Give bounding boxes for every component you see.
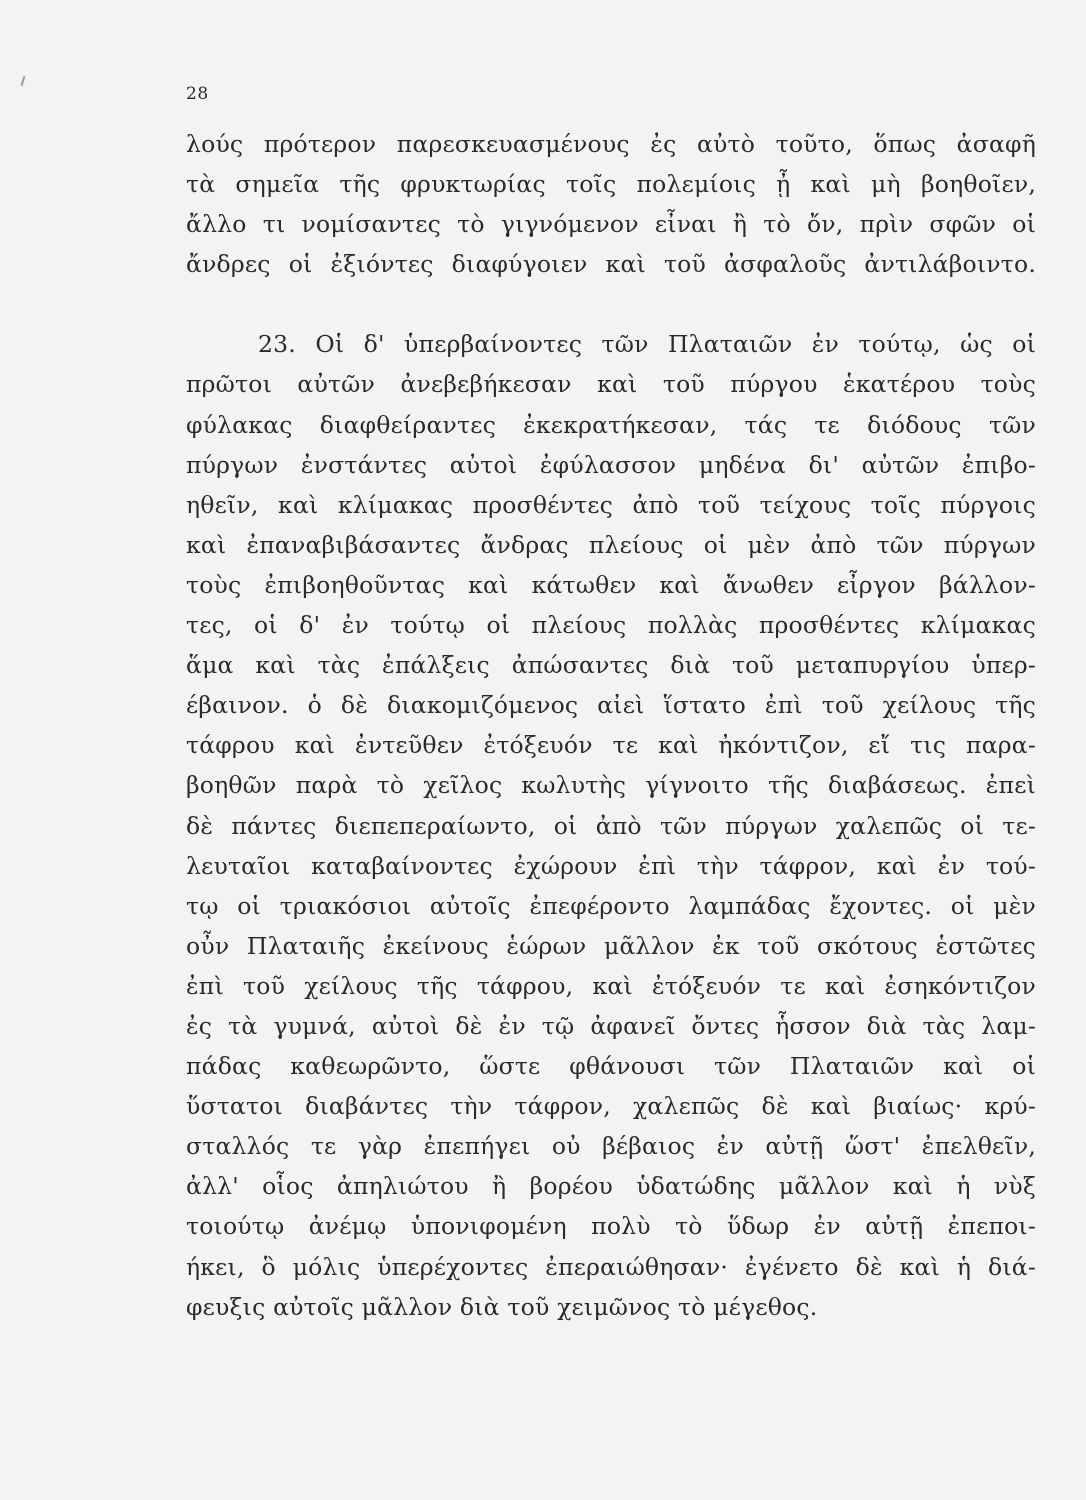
text-line: έβαινον. ὁ δὲ διακομιζόμενος αἰεὶ ἵστατο ἐπὶ τοῦ χείλους τῆς <box>186 691 1036 720</box>
text-line: καὶ ἐπαναβιβάσαντες ἄνδρας πλείους οἱ μὲν ἀπὸ τῶν πύργων <box>186 530 1036 559</box>
text-line: δὲ πάντες διεπεπεραίωντο, οἱ ἀπὸ τῶν πύργων χαλεπῶς οἱ τε- <box>186 811 1036 840</box>
text-line: ήκει, ὃ μόλις ὑπερέχοντες ἐπεραιώθησαν· ἐγένετο δὲ καὶ ἡ διά- <box>186 1252 1036 1281</box>
text-line: ἐς τὰ γυμνά, αὐτοὶ δὲ ἐν τῷ ἀφανεῖ ὄντες ἧσσον διὰ τὰς λαμ- <box>186 1011 1036 1040</box>
text-line: τες, οἱ δ' ἐν τούτῳ οἱ πλείους πολλὰς προσθέντες κλίμακας <box>186 611 1036 640</box>
text-line: τάφρου καὶ ἐντεῦθεν ἐτόξευόν τε καὶ ἠκόντιζον, εἴ τις παρα- <box>186 731 1036 760</box>
text-line: τῳ οἱ τριακόσιοι αὐτοῖς ἐπεφέροντο λαμπάδας ἔχοντες. οἱ μὲν <box>186 891 1036 920</box>
page-text <box>186 124 1036 1327</box>
text-line: τοὺς ἐπιβοηθοῦντας καὶ κάτωθεν καὶ ἄνωθεν εἶργον βάλλον- <box>186 570 1036 599</box>
text-line: τὰ σημεῖα τῆς φρυκτωρίας τοῖς πολεμίοις ᾖ καὶ μὴ βοηθοῖεν, <box>186 170 1036 199</box>
paragraph-1 <box>186 124 1036 284</box>
text-line: φύλακας διαφθείραντες ἐκεκρατήκεσαν, τάς τε διόδους τῶν <box>186 410 1036 439</box>
page-number: 28 <box>186 84 209 104</box>
text-line: ὕστατοι διαβάντες τὴν τάφρον, χαλεπῶς δὲ καὶ βιαίως· κρύ- <box>186 1092 1036 1121</box>
text-line: 23. Οἱ δ' ὑπερβαίνοντες τῶν Πλαταιῶν ἐν τούτῳ, ὡς οἱ <box>258 330 1036 359</box>
text-line: λευταῖοι καταβαίνοντες ἐχώρουν ἐπὶ τὴν τάφρον, καὶ ἐν τού- <box>186 851 1036 880</box>
text-line: βοηθῶν παρὰ τὸ χεῖλος κωλυτὴς γίγνοιτο τῆς διαβάσεως. ἐπεὶ <box>186 771 1036 800</box>
text-line: ἅμα καὶ τὰς ἐπάλξεις ἀπώσαντες διὰ τοῦ μεταπυργίου ὑπερ- <box>186 651 1036 680</box>
text-line: πύργων ἐνστάντες αὐτοὶ ἐφύλασσον μηδένα δι' αὐτῶν ἐπιβο- <box>186 450 1036 479</box>
text-line: οὖν Πλαταιῆς ἐκείνους ἑώρων μᾶλλον ἐκ τοῦ σκότους ἑστῶτες <box>186 931 1036 960</box>
text-line: ἀλλ' οἷος ἀπηλιώτου ἢ βορέου ὑδατώδης μᾶλλον καὶ ἡ νὺξ <box>186 1172 1036 1201</box>
text-line: ἄλλο τι νομίσαντες τὸ γιγνόμενον εἶναι ἢ τὸ ὄν, πρὶν σφῶν οἱ <box>186 210 1036 239</box>
text-line: ἄνδρες οἱ ἐξιόντες διαφύγοιεν καὶ τοῦ ἀσφαλοῦς ἀντιλάβοιντο. <box>186 250 1036 279</box>
text-line: πάδας καθεωρῶντο, ὥστε φθάνουσι τῶν Πλαταιῶν καὶ οἱ <box>186 1052 1036 1081</box>
text-line: σταλλός τε γὰρ ἐπεπήγει οὐ βέβαιος ἐν αὐτῇ ὥστ' ἐπελθεῖν, <box>186 1132 1036 1161</box>
text-line: φευξις αὐτοῖς μᾶλλον διὰ τοῦ χειμῶνος τὸ μέγεθος. <box>186 1292 818 1321</box>
text-line: ἐπὶ τοῦ χείλους τῆς τάφρου, καὶ ἐτόξευόν τε καὶ ἐσηκόντιζον <box>186 971 1036 1000</box>
text-line: πρῶτοι αὐτῶν ἀνεβεβήκεσαν καὶ τοῦ πύργου ἑκατέρου τοὺς <box>186 370 1036 399</box>
text-line: τοιούτῳ ἀνέμῳ ὑπονιφομένη πολὺ τὸ ὕδωρ ἐν αὐτῇ ἐπεποι- <box>186 1212 1036 1241</box>
text-line: ηθεῖν, καὶ κλίμακας προσθέντες ἀπὸ τοῦ τείχους τοῖς πύργοις <box>186 490 1036 519</box>
paragraph-gap <box>186 284 1036 324</box>
text-line: λούς πρότερον παρεσκευασμένους ἐς αὐτὸ τοῦτο, ὅπως ἀσαφῆ <box>186 130 1036 158</box>
stray-pen-mark <box>21 76 26 86</box>
paragraph-2 <box>186 324 1036 1326</box>
